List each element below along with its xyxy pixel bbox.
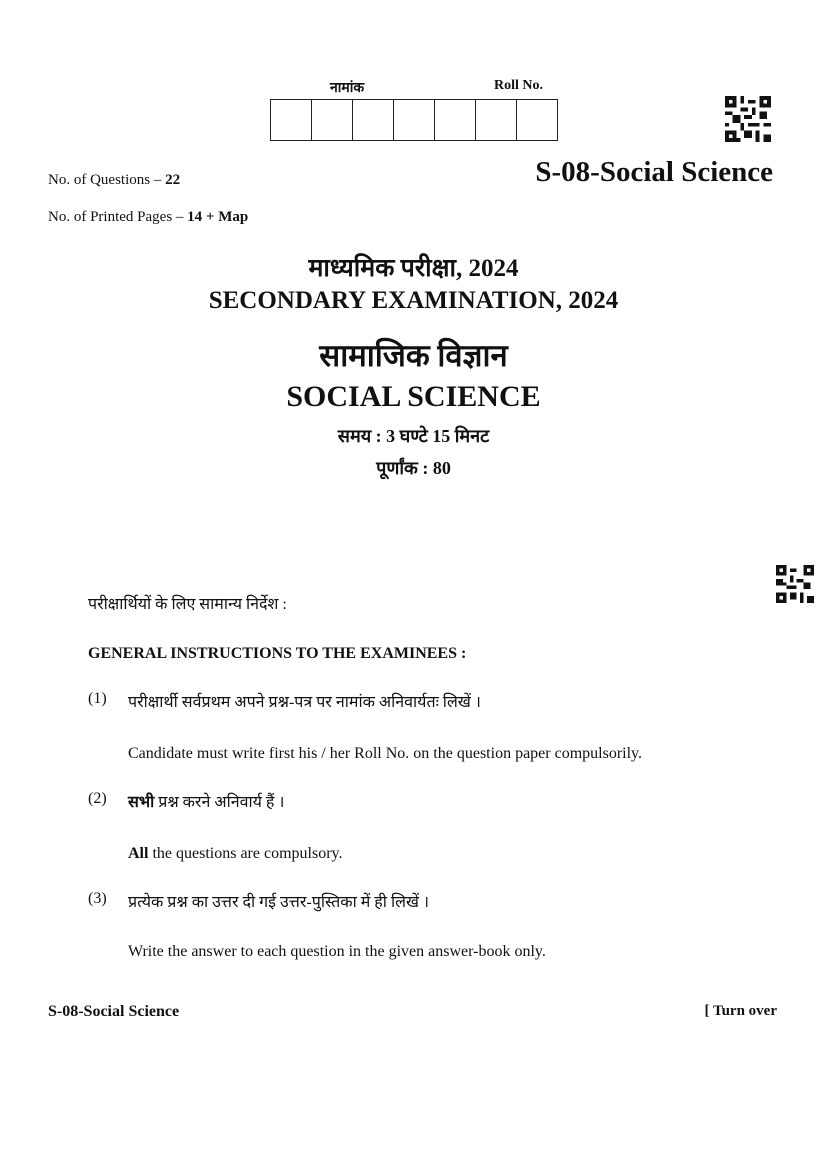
- instruction-hindi: [128, 790, 284, 812]
- instruction-number: (2): [88, 790, 107, 807]
- instructions-heading-hindi: परीक्षार्थियों के लिए सामान्य निर्देश :: [88, 596, 287, 613]
- instruction-hindi-bold: सभी: [128, 794, 155, 811]
- qr-code-side-icon: [776, 565, 814, 603]
- roll-box[interactable]: [271, 100, 312, 140]
- subject-title-hindi: सामाजिक विज्ञान: [319, 338, 508, 373]
- instruction-english: Candidate must write first his / her Roll No. on the question paper compulsorily.: [128, 745, 642, 762]
- exam-title-hindi: माध्यमिक परीक्षा, 2024: [308, 255, 519, 282]
- roll-box[interactable]: [394, 100, 435, 140]
- roll-box[interactable]: [353, 100, 394, 140]
- instruction-hindi: परीक्षार्थी सर्वप्रथम अपने प्रश्न-पत्र पर नामांक अनिवार्यतः लिखें ।: [128, 694, 481, 711]
- instruction-english-bold: All: [128, 845, 149, 862]
- footer-paper-code: S-08-Social Science: [48, 1003, 180, 1020]
- num-questions: [48, 172, 180, 189]
- printed-pages-label: No. of Printed Pages –: [48, 209, 184, 225]
- instruction-english: [128, 845, 342, 863]
- roll-label-hindi: नामांक: [330, 81, 365, 96]
- subject-title-english: SOCIAL SCIENCE: [286, 380, 541, 413]
- printed-pages-value: 14 + Map: [187, 209, 249, 225]
- instruction-hindi: प्रत्येक प्रश्न का उत्तर दी गई उत्तर-पुस्तिका में ही लिखें ।: [128, 894, 430, 911]
- printed-pages: [48, 209, 248, 226]
- instruction-number: (3): [88, 890, 107, 907]
- exam-title-english: SECONDARY EXAMINATION, 2024: [208, 287, 619, 314]
- roll-box[interactable]: [312, 100, 353, 140]
- instruction-hindi-text: प्रश्न करने अनिवार्य हैं ।: [154, 794, 285, 811]
- instruction-english: Write the answer to each question in the given answer-book only.: [128, 943, 546, 960]
- instruction-english-text: the questions are compulsory.: [148, 845, 343, 862]
- roll-box[interactable]: [517, 100, 557, 140]
- paper-code: S-08-Social Science: [535, 156, 773, 188]
- qr-code-icon: [724, 96, 772, 142]
- turn-over-note: [ Turn over: [704, 1003, 777, 1019]
- num-questions-label: No. of Questions –: [48, 172, 162, 188]
- roll-box[interactable]: [476, 100, 517, 140]
- roll-label-english: Roll No.: [494, 78, 543, 93]
- roll-number-boxes[interactable]: [270, 99, 558, 141]
- num-questions-value: 22: [165, 172, 181, 188]
- instructions-heading-english: GENERAL INSTRUCTIONS TO THE EXAMINEES :: [88, 645, 467, 662]
- instruction-number: (1): [88, 690, 107, 707]
- time-allowed: समय : 3 घण्टे 15 मिनट: [337, 426, 490, 446]
- roll-box[interactable]: [435, 100, 476, 140]
- maximum-marks: पूर्णांक : 80: [376, 458, 451, 478]
